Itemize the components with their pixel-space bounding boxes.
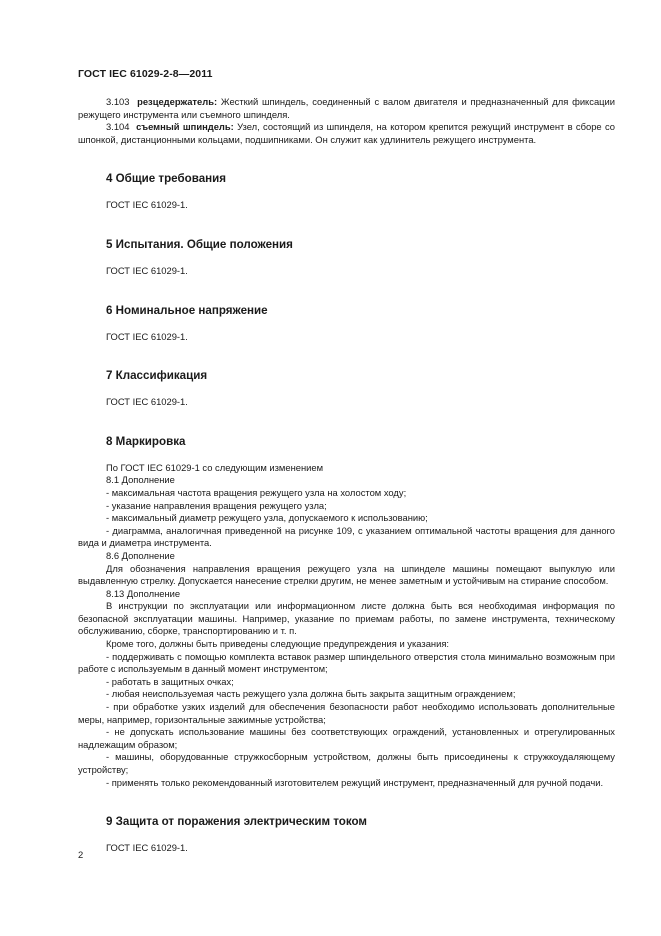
term-name: съемный шпиндель: (136, 121, 234, 133)
list-item: - работать в защитных очках; (106, 675, 234, 687)
list-item: - диаграмма, аналогичная приведенной на рисунке 109, с указанием оптимальной частоты вращения для данного вида и диаметра инструмента. (78, 524, 615, 549)
term-number: 3.104 (106, 121, 130, 133)
subsection-8-13-text: В инструкции по эксплуатации или информационном листе должна быть вся необходимая информация по безопасной эксплуатации машины. Например, указание по приемам работы, по замене инструмента, техническому обслуживанию, сборке, транспортированию и т. п. (78, 600, 615, 637)
list-item: - поддерживать с помощью комплекта вставок размер шпиндельного отверстия стола минимально возможным при работе с используемым в данный момент инструментом; (78, 650, 615, 675)
section-6-reference: ГОСТ IEC 61029-1. (106, 330, 188, 342)
section-7-reference: ГОСТ IEC 61029-1. (106, 396, 188, 408)
list-item: - применять только рекомендованный изготовителем режущий инструмент, предназначенный для ручной подачи. (106, 776, 604, 788)
term-definition: Жесткий шпиндель, соединенный с валом двигателя и предназначенный для фиксации режущего инструмента или съемного шпинделя. (78, 96, 616, 120)
term-3-103 (78, 96, 615, 121)
list-item: - при обработке узких изделий для обеспечения безопасности работ необходимо использовать дополнительные меры, например, горизонтальные зажимные устройства; (78, 701, 615, 725)
list-item: - машины, оборудованные стружкосборным устройством, должны быть присоединены к стружкоудаляющему устройству; (78, 751, 615, 775)
section-5-heading: 5 Испытания. Общие положения (106, 237, 293, 251)
section-7-heading: 7 Классификация (106, 369, 208, 383)
section-4-reference: ГОСТ IEC 61029-1. (106, 199, 188, 211)
subsection-8-6-label: 8.6 Дополнение (106, 549, 175, 561)
list-item: - не допускать использование машины без соответствующих ограждений, установленных и отрегулированных надлежащим образом; (78, 726, 615, 750)
list-item: - любая неиспользуемая часть режущего узла должна быть закрыта защитным ограждением; (106, 688, 516, 700)
term-definition: Узел, состоящий из шпинделя, на котором крепится режущий инструмент в сборе со шпонкой, дистанционными кольцами, подшипниками. Он служит как удлинитель режущего инструмента. (78, 121, 615, 145)
section-8-heading: 8 Маркировка (106, 434, 186, 448)
section-6-heading: 6 Номинальное напряжение (106, 303, 268, 317)
page-number: 2 (78, 849, 84, 860)
section-8-intro: По ГОСТ IEC 61029-1 со следующим изменением (106, 461, 324, 473)
section-5-reference: ГОСТ IEC 61029-1. (106, 264, 188, 276)
section-9-reference: ГОСТ IEC 61029-1. (106, 842, 188, 854)
list-item: - максимальная частота вращения режущего узла на холостом ходу; (106, 486, 407, 498)
list-item: - указание направления вращения режущего узла; (106, 499, 327, 511)
term-number: 3.103 (106, 96, 130, 107)
subsection-8-1-label: 8.1 Дополнение (106, 474, 175, 486)
section-9-heading: 9 Защита от поражения электрическим током (106, 815, 368, 829)
term-name: резцедержатель: (137, 96, 218, 107)
section-4-heading: 4 Общие требования (106, 172, 227, 186)
term-3-104 (78, 121, 615, 146)
subsection-8-6-text: Для обозначения направления вращения режущего узла на шпинделе машины помещают выпуклую или выдавленную стрелку. Допускается нанесение стрелки другим, не менее заметным и устойчивым на стирание способом. (78, 562, 615, 587)
list-item: - максимальный диаметр режущего узла, допускаемого к использованию; (106, 512, 428, 524)
document-code-header: ГОСТ IEC 61029-2-8—2011 (78, 68, 213, 80)
page-content (78, 96, 615, 855)
subsection-8-13-warnings-intro: Кроме того, должны быть приведены следующие предупреждения и указания: (106, 638, 450, 650)
subsection-8-13-label: 8.13 Дополнение (106, 587, 181, 599)
